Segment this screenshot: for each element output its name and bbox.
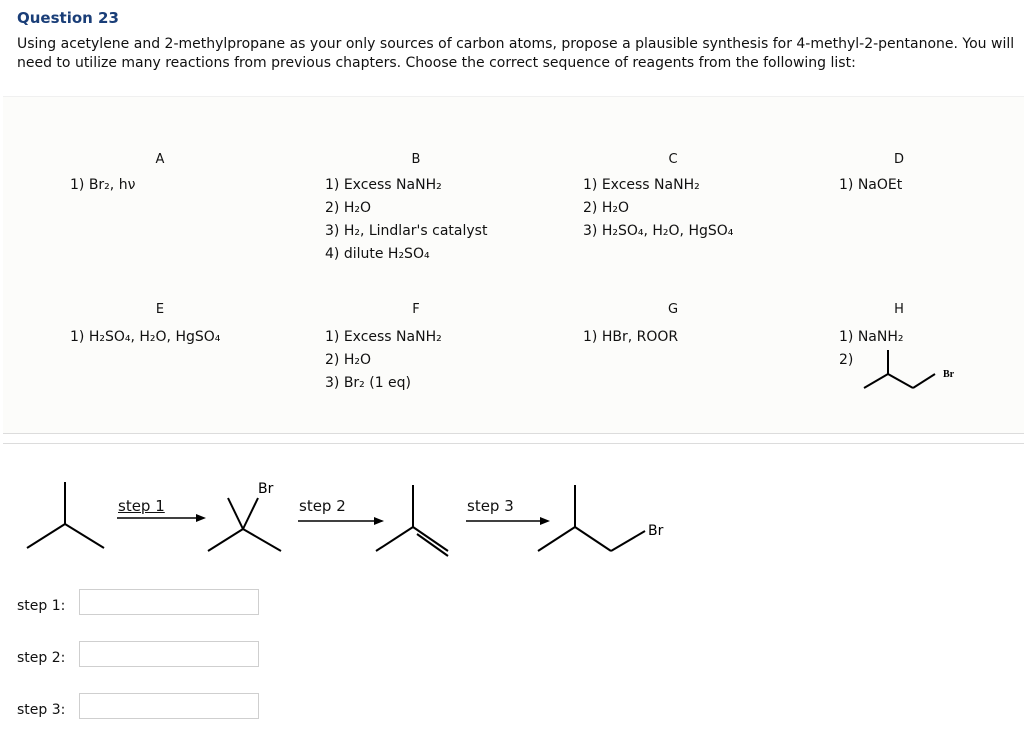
option-c-step-2: 2) H₂O <box>583 200 629 216</box>
option-e-step-1: 1) H₂SO₄, H₂O, HgSO₄ <box>70 329 221 345</box>
step-1-input[interactable] <box>79 589 259 615</box>
option-letter-h: H <box>894 302 904 317</box>
option-c-step-1: 1) Excess NaNH₂ <box>583 177 700 193</box>
option-letter-g: G <box>667 302 679 317</box>
answer-label-step-1: step 1: <box>17 598 66 614</box>
molecule-tert-butyl-bromide <box>208 498 281 551</box>
answer-label-step-3: step 3: <box>17 702 66 718</box>
option-letter-e: E <box>155 302 165 317</box>
option-b-step-2: 2) H₂O <box>325 200 371 216</box>
option-g-step-1: 1) HBr, ROOR <box>583 329 679 345</box>
question-prompt: Using acetylene and 2-methylpropane as your only sources of carbon atoms, propose a plausible synthesis for 4-methyl-2-pentanone. You will need to utilize many reactions from previous chapters. Choose the correct sequence of reagents from the following list: <box>17 36 1015 71</box>
step-2-input[interactable] <box>79 641 259 667</box>
molecule-isobutyl-bromide <box>538 485 645 551</box>
option-letter-f: F <box>412 302 420 317</box>
option-a-step-1: 1) Br₂, hν <box>70 177 136 193</box>
option-c-step-3: 3) H₂SO₄, H₂O, HgSO₄ <box>583 223 734 239</box>
step-3-input[interactable] <box>79 693 259 719</box>
molecule-2-br-label: Br <box>258 481 274 497</box>
option-h-step-2: 2) <box>839 352 854 368</box>
arrow-label-step-2: step 2 <box>299 497 346 515</box>
arrow-label-step-1: step 1 <box>118 497 165 515</box>
option-letter-b: B <box>411 152 421 167</box>
option-h-br-label: Br <box>943 369 955 380</box>
molecule-2-methylpropane <box>27 482 104 548</box>
arrow-label-step-3: step 3 <box>467 497 514 515</box>
option-f-step-3: 3) Br₂ (1 eq) <box>325 375 412 391</box>
option-h-step-1: 1) NaNH₂ <box>839 329 904 345</box>
question-title: Question 23 <box>17 9 119 27</box>
option-b-step-3: 3) H₂, Lindlar's catalyst <box>325 223 488 239</box>
option-letter-c: C <box>668 152 678 167</box>
option-d-step-1: 1) NaOEt <box>839 177 903 193</box>
option-letter-d: D <box>893 152 904 167</box>
option-h-structure <box>864 350 935 388</box>
option-b-step-4: 4) dilute H₂SO₄ <box>325 246 430 262</box>
molecule-4-br-label: Br <box>648 523 664 539</box>
molecule-2-methylpropene <box>376 485 448 556</box>
answer-label-step-2: step 2: <box>17 650 66 666</box>
option-f-step-2: 2) H₂O <box>325 352 371 368</box>
option-letter-a: A <box>155 152 165 167</box>
option-b-step-1: 1) Excess NaNH₂ <box>325 177 442 193</box>
option-f-step-1: 1) Excess NaNH₂ <box>325 329 442 345</box>
